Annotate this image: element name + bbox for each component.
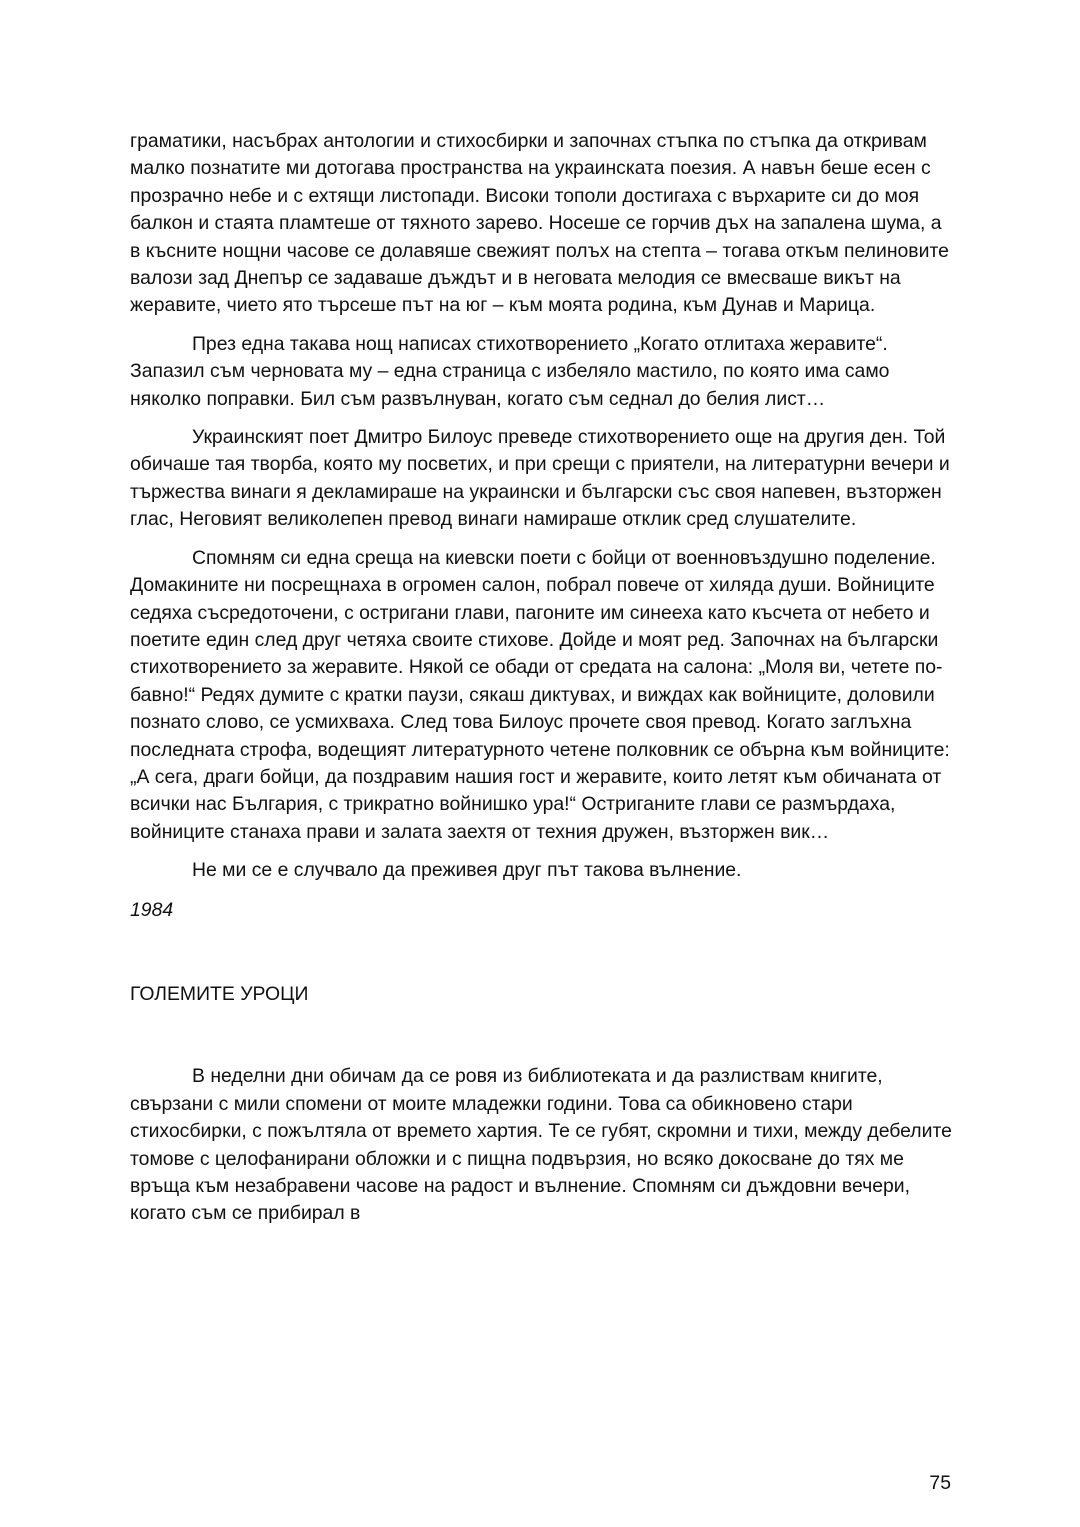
paragraph-continuation: граматики, насъбрах антологии и стихосбирки и започнах стъпка по стъпка да откривам малко познатите ми дотогава пространства на украинската поезия. А навън беше есен с прозрачно небе и с ехтящи листопади. Високи тополи достигаха с върхарите си до моя балкон и стаята пламтеше от тяхното зарево. Носеше се горчив дъх на запалена шума, а в късните нощни часове се долавяше свежият полъх на степта – тогава откъм пелиновите валози зад Днепър се задаваше дъждът и в неговата мелодия се вмесваше викът на жеравите, чието ято търсеше път на юг – към моята родина, към Дунав и Марица. xyxy=(130,130,949,317)
page-number: 75 xyxy=(929,1472,951,1494)
paragraph-translation: Украинският поет Дмитро Билоус преведе стихотворението още на другия ден. Той обичаше тая творба, която му посветих, и при срещи с приятели, на литературни вечери и тържества винаги я декламираше на украински и български със своя напевен, възторжен глас, Неговият великолепен превод винаги намираше отклик сред слушателите. xyxy=(130,426,950,531)
essay-year: 1984 xyxy=(130,898,174,921)
section-heading: ГОЛЕМИТЕ УРОЦИ xyxy=(130,982,309,1005)
paragraph-cranes-poem: През една такава нощ написах стихотворението „Когато отлитаха жеравите“. Запазил съм черновата му – една страница с избеляло мастило, по която има само няколко поправки. Бил съм развълнуван, когато съм седнал до белия лист… xyxy=(130,332,890,410)
paragraph-library: В неделни дни обичам да се ровя из библиотеката и да разлиствам книгите, свързани с мили спомени от моите младежки години. Това са обикновено стари стихосбирки, с пожълтяла от времето хартия. Те се губят, скромни и тихи, между дебелите томове с целофанирани обложки и с пищна подвързия, но всяко докосване до тях ме връща към незабравени часове на радост и вълнение. Спомням си дъждовни вечери, когато съм се прибирал в xyxy=(130,1065,952,1225)
page-body xyxy=(130,128,955,1228)
paragraph-meeting: Спомням си една среща на киевски поети с бойци от военновъздушно поделение. Домакините ни посрещнаха в огромен салон, побрал повече от хиляда души. Войниците седяха съсредоточени, с остригани глави, пагоните им синееха като късчета от небето и поетите един след друг четяха своите стихове. Дойде и моят ред. Започнах на български стихотворението за жеравите. Някой се обади от средата на салона: „Моля ви, четете по-бавно!“ Редях думите с кратки паузи, сякаш диктувах, и виждах как войниците, доловили познато слово, се усмихваха. След това Билоус прочете своя превод. Когато заглъхна последната строфа, водещият литературното четене полковник се обърна към войниците: „А сега, драги бойци, да поздравим нашия гост и жеравите, които летят към обичаната от всички нас България, с трикратно войнишко ура!“ Остриганите глави се размърдаха, войниците станаха прави и залата заехтя от техния дружен, възторжен вик… xyxy=(130,546,950,843)
paragraph-emotion: Не ми се е случвало да преживея друг път такова вълнение. xyxy=(192,859,742,882)
